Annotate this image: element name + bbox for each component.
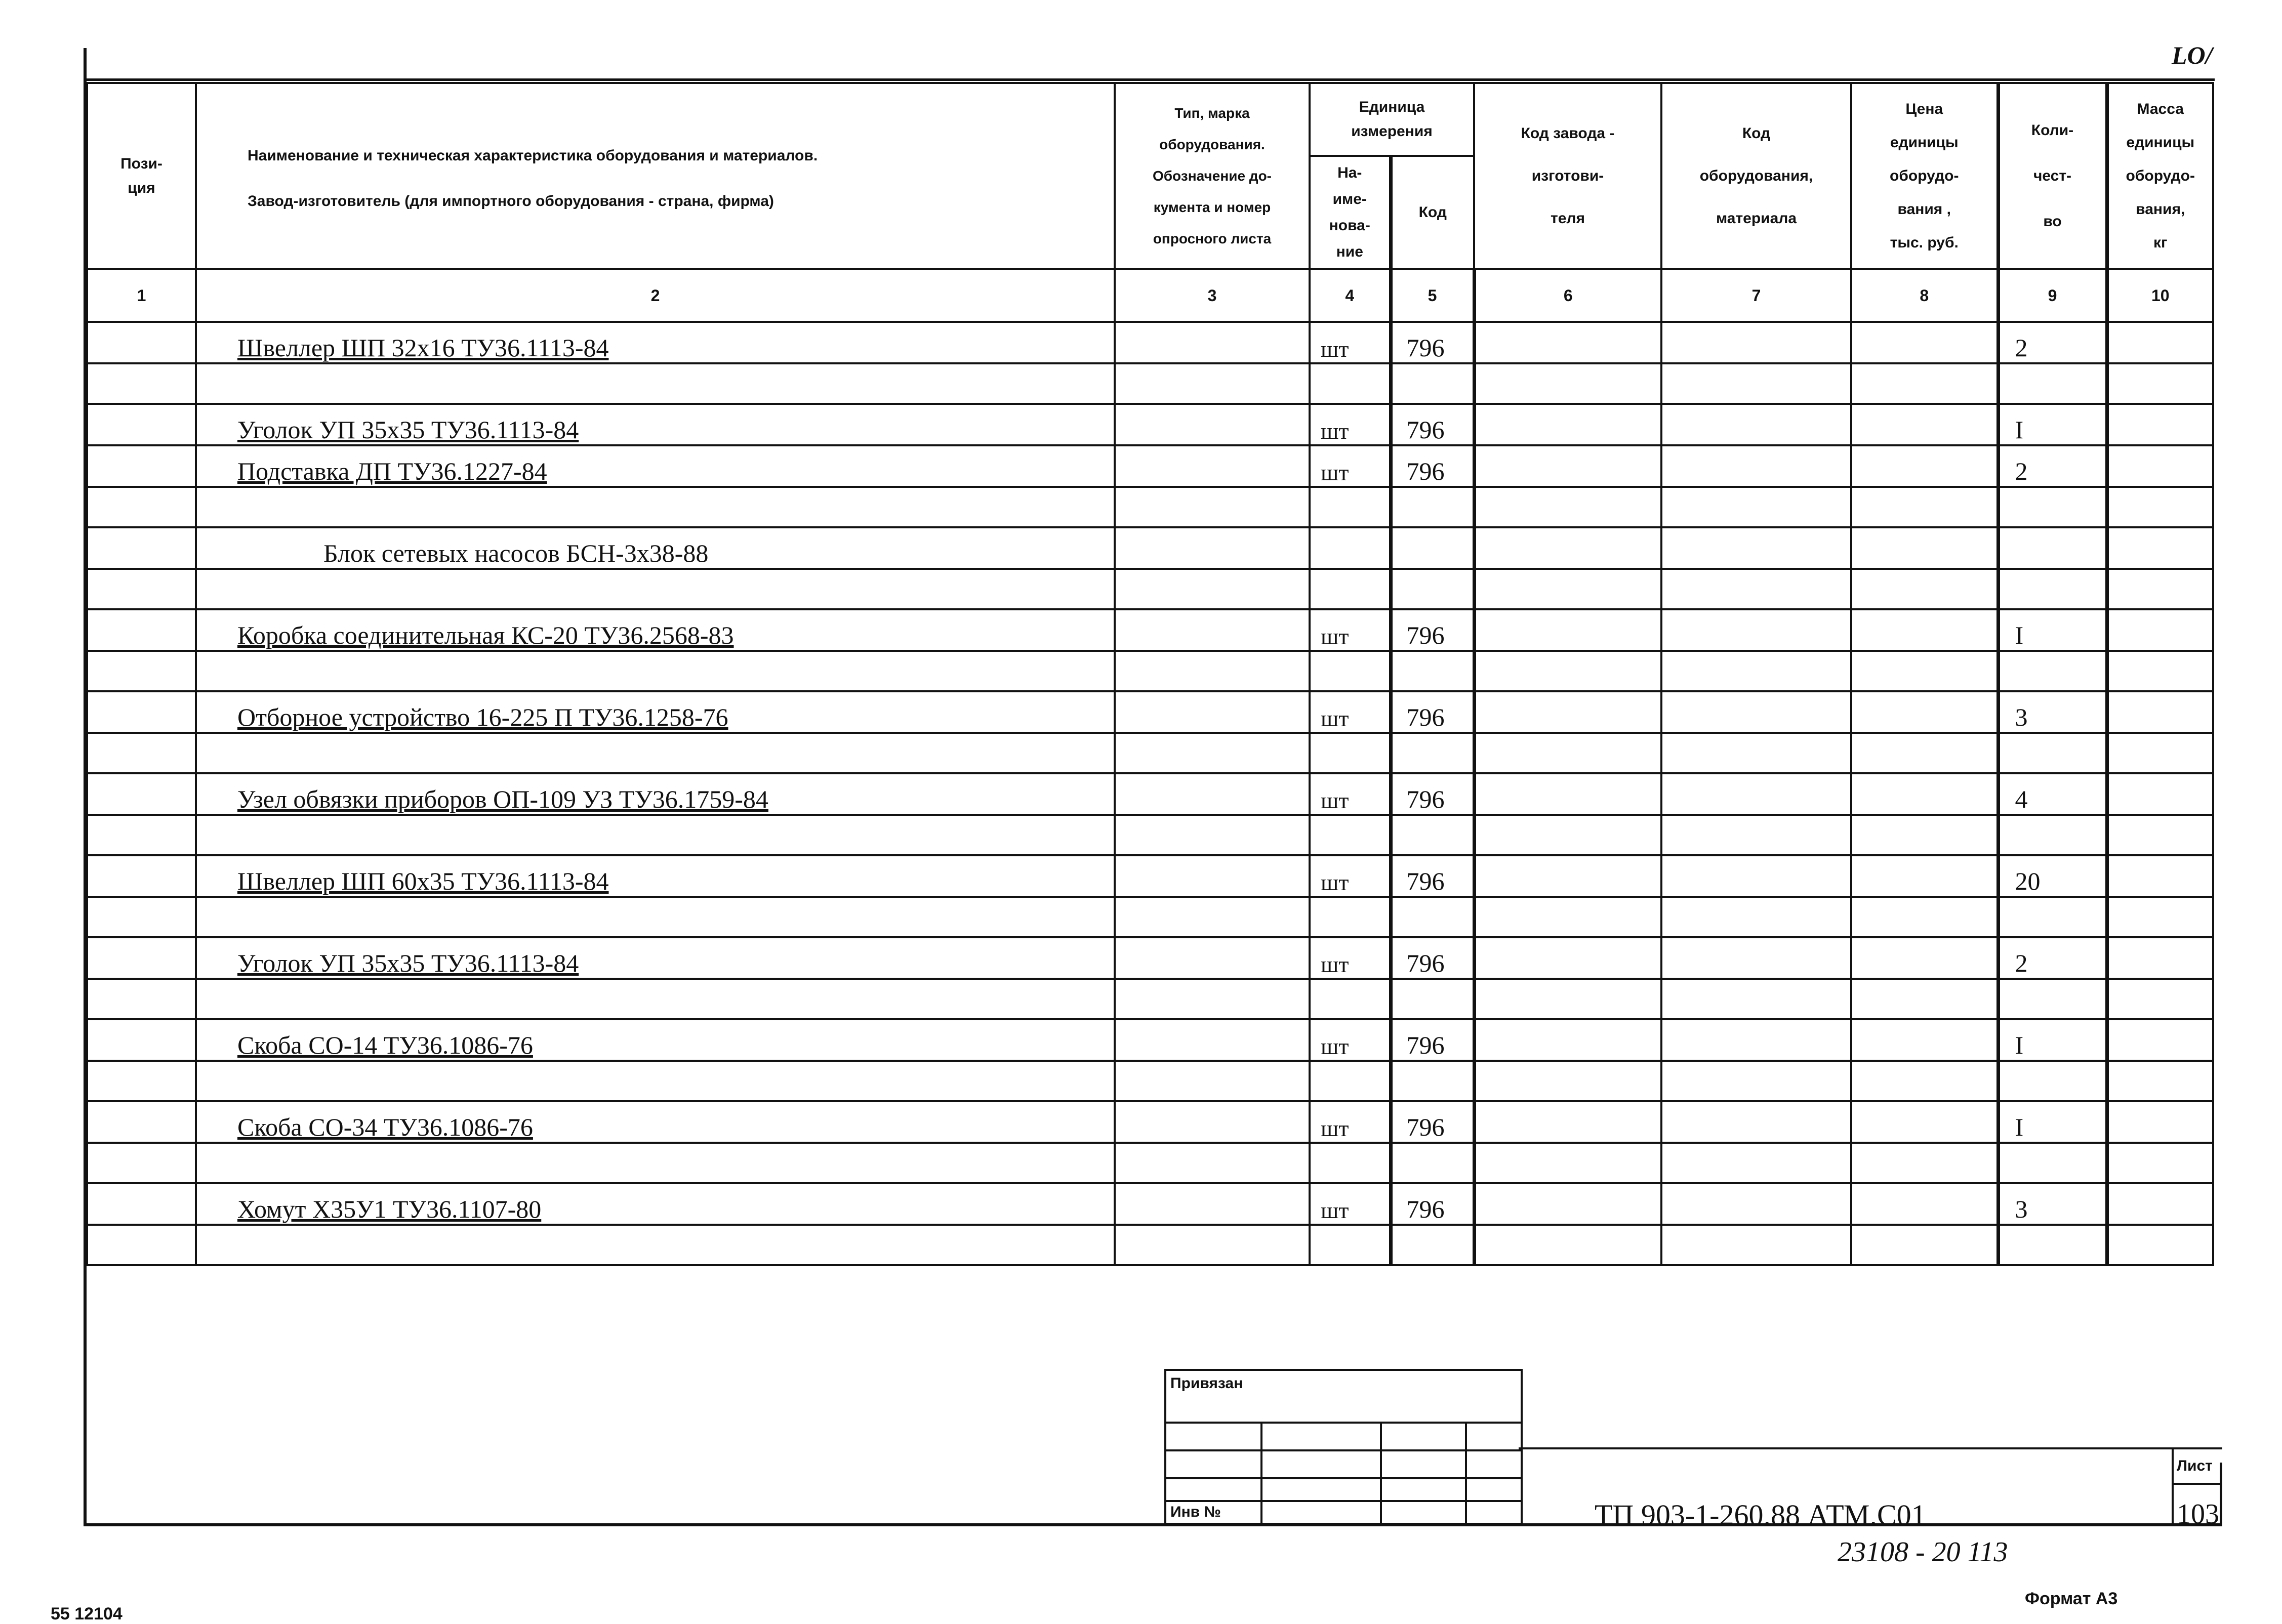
table-cell: [1474, 363, 1661, 404]
column-number: 3: [1115, 269, 1310, 322]
table-cell: [2107, 527, 2213, 569]
table-cell: [196, 897, 1115, 937]
table-cell: [1474, 1019, 1661, 1061]
table-cell: [196, 363, 1115, 404]
table-cell: [2107, 855, 2213, 897]
table-cell: [1115, 487, 1310, 527]
table-cell: [1851, 609, 1998, 651]
spacer-row: [87, 569, 2213, 609]
item-quantity: 2: [1998, 322, 2107, 363]
inv-label: Инв №: [1170, 1504, 1221, 1520]
item-unit-code: [1391, 527, 1474, 569]
table-cell: [1310, 979, 1391, 1019]
column-number: 5: [1391, 269, 1474, 322]
table-cell: [2107, 691, 2213, 733]
item-quantity: 3: [1998, 691, 2107, 733]
item-unit: шт: [1310, 1019, 1391, 1061]
item-name: Скоба СО-14 ТУ36.1086-76: [196, 1019, 1115, 1061]
table-cell: [1851, 487, 1998, 527]
table-cell: [87, 1101, 196, 1143]
table-cell: [1474, 897, 1661, 937]
table-cell: [2107, 363, 2213, 404]
table-cell: [1474, 815, 1661, 855]
item-name: Скоба СО-34 ТУ36.1086-76: [196, 1101, 1115, 1143]
table-cell: [1391, 733, 1474, 773]
spacer-row: [87, 1143, 2213, 1183]
table-cell: [1310, 569, 1391, 609]
table-cell: [2107, 815, 2213, 855]
sheet-box-mid: [2172, 1483, 2222, 1485]
table-cell: [1661, 1143, 1851, 1183]
item-unit: шт: [1310, 855, 1391, 897]
table-cell: [2107, 1143, 2213, 1183]
sheet-label: Лист: [2177, 1458, 2213, 1474]
header-name: Наименование и техническая характеристика оборудования и материалов. Завод-изготовитель (для импортного оборудования - страна, фирма): [196, 83, 1115, 269]
stamp-col-line: [1465, 1422, 1467, 1523]
table-cell: [1661, 937, 1851, 979]
table-cell: [87, 815, 196, 855]
table-cell: [1851, 527, 1998, 569]
table-cell: [1310, 487, 1391, 527]
item-name: Узел обвязки приборов ОП-109 УЗ ТУ36.1759-84: [196, 773, 1115, 815]
table-cell: [1851, 937, 1998, 979]
table-cell: [87, 733, 196, 773]
table-cell: [1661, 691, 1851, 733]
table-cell: [1474, 445, 1661, 487]
table-cell: [1851, 979, 1998, 1019]
table-cell: [2107, 1101, 2213, 1143]
frame-top: [84, 78, 2215, 81]
table-cell: [1391, 897, 1474, 937]
header-price: Цена единицы оборудо- вания , тыс. руб.: [1851, 83, 1998, 269]
table-cell: [196, 733, 1115, 773]
table-cell: [87, 1183, 196, 1225]
item-quantity: 20: [1998, 855, 2107, 897]
stamp-row-line: [1166, 1422, 1521, 1424]
spacer-row: [87, 363, 2213, 404]
table-cell: [1391, 569, 1474, 609]
table-cell: [87, 363, 196, 404]
table-row: [87, 322, 2213, 363]
format-label: Формат А3: [2025, 1589, 2118, 1608]
table-cell: [1391, 815, 1474, 855]
table-cell: [1115, 691, 1310, 733]
table-cell: [1851, 1183, 1998, 1225]
table-cell: [1851, 569, 1998, 609]
item-unit-code: 796: [1391, 445, 1474, 487]
table-cell: [1851, 651, 1998, 691]
item-unit-code: 796: [1391, 1183, 1474, 1225]
table-cell: [1115, 651, 1310, 691]
table-cell: [196, 1061, 1115, 1101]
item-name: Хомут Х35У1 ТУ36.1107-80: [196, 1183, 1115, 1225]
item-unit-code: 796: [1391, 691, 1474, 733]
table-cell: [1851, 897, 1998, 937]
table-row: [87, 855, 2213, 897]
table-cell: [1474, 1101, 1661, 1143]
stamp-col-line: [1260, 1422, 1262, 1523]
table-cell: [1851, 1019, 1998, 1061]
table-cell: [2107, 773, 2213, 815]
table-cell: [1474, 609, 1661, 651]
spacer-row: [87, 815, 2213, 855]
table-cell: [1661, 487, 1851, 527]
table-cell: [1851, 1061, 1998, 1101]
item-quantity: I: [1998, 1019, 2107, 1061]
item-unit-code: 796: [1391, 322, 1474, 363]
table-cell: [1391, 1143, 1474, 1183]
table-cell: [2107, 733, 2213, 773]
table-cell: [1851, 404, 1998, 445]
item-unit: шт: [1310, 937, 1391, 979]
table-cell: [1115, 1101, 1310, 1143]
table-cell: [1115, 569, 1310, 609]
title-block-line: [1519, 1447, 2222, 1449]
table-row: [87, 773, 2213, 815]
item-name: Подставка ДП ТУ36.1227-84: [196, 445, 1115, 487]
table-cell: [2107, 1061, 2213, 1101]
table-cell: [87, 897, 196, 937]
column-number-row: [87, 269, 2213, 322]
table-cell: [196, 651, 1115, 691]
table-cell: [87, 1225, 196, 1265]
table-cell: [2107, 322, 2213, 363]
item-unit: шт: [1310, 322, 1391, 363]
table-cell: [87, 855, 196, 897]
table-cell: [1474, 773, 1661, 815]
table-cell: [1115, 609, 1310, 651]
table-row: [87, 691, 2213, 733]
table-cell: [1661, 569, 1851, 609]
header-position: Пози- ция: [87, 83, 196, 269]
item-unit-code: 796: [1391, 1019, 1474, 1061]
table-cell: [1998, 897, 2107, 937]
table-cell: [1998, 815, 2107, 855]
item-name: Отборное устройство 16-225 П ТУ36.1258-76: [196, 691, 1115, 733]
table-cell: [1115, 1019, 1310, 1061]
table-cell: [1474, 1143, 1661, 1183]
table-cell: [1391, 651, 1474, 691]
table-cell: [1851, 363, 1998, 404]
table-cell: [87, 527, 196, 569]
table-cell: [1998, 1225, 2107, 1265]
item-unit: шт: [1310, 445, 1391, 487]
header-type: Тип, марка оборудования. Обозначение до- кумента и номер опросного листа: [1115, 83, 1310, 269]
table-cell: [1474, 487, 1661, 527]
header-quantity: Коли- чест- во: [1998, 83, 2107, 269]
table-cell: [1310, 1061, 1391, 1101]
table-cell: [1115, 979, 1310, 1019]
table-cell: [1661, 404, 1851, 445]
sheet-box-left: [2172, 1447, 2174, 1526]
table-cell: [1391, 1061, 1474, 1101]
table-cell: [1115, 404, 1310, 445]
table-cell: [1661, 855, 1851, 897]
item-quantity: I: [1998, 404, 2107, 445]
table-cell: [1661, 773, 1851, 815]
table-cell: [1474, 937, 1661, 979]
table-cell: [87, 322, 196, 363]
inventory-number: 23108 - 20 113: [1838, 1536, 2008, 1568]
table-cell: [1115, 363, 1310, 404]
header-unit-name: На- име- нова- ние: [1310, 156, 1391, 269]
table-cell: [196, 815, 1115, 855]
table-cell: [1661, 897, 1851, 937]
item-unit: шт: [1310, 404, 1391, 445]
table-cell: [1998, 1061, 2107, 1101]
table-cell: [2107, 609, 2213, 651]
stamp-row-line: [1166, 1449, 1521, 1451]
table-cell: [1474, 1225, 1661, 1265]
item-unit: шт: [1310, 1101, 1391, 1143]
table-cell: [2107, 979, 2213, 1019]
table-cell: [1851, 691, 1998, 733]
item-quantity: 2: [1998, 445, 2107, 487]
table-cell: [1474, 979, 1661, 1019]
linked-label: Привязан: [1170, 1375, 1243, 1392]
item-quantity: [1998, 527, 2107, 569]
table-cell: [1661, 363, 1851, 404]
table-row: [87, 1101, 2213, 1143]
table-cell: [2107, 1019, 2213, 1061]
table-cell: [1661, 445, 1851, 487]
table-cell: [1661, 1101, 1851, 1143]
item-unit-code: 796: [1391, 855, 1474, 897]
table-cell: [2107, 651, 2213, 691]
table-cell: [1474, 691, 1661, 733]
table-cell: [1661, 815, 1851, 855]
table-cell: [1661, 322, 1851, 363]
document-code: ТП 903-1-260.88 АТМ.С01: [1595, 1498, 1926, 1531]
table-cell: [196, 1225, 1115, 1265]
spacer-row: [87, 651, 2213, 691]
item-name: Блок сетевых насосов БСН-3х38-88: [196, 527, 1115, 569]
table-cell: [1998, 363, 2107, 404]
column-number: 10: [2107, 269, 2213, 322]
table-cell: [1115, 815, 1310, 855]
table-cell: [1115, 527, 1310, 569]
table-cell: [1474, 527, 1661, 569]
item-unit: шт: [1310, 1183, 1391, 1225]
table-cell: [2107, 404, 2213, 445]
table-row: [87, 1183, 2213, 1225]
table-cell: [1391, 487, 1474, 527]
table-cell: [1851, 773, 1998, 815]
item-unit-code: 796: [1391, 1101, 1474, 1143]
table-cell: [1661, 609, 1851, 651]
specification-table: [86, 82, 2214, 1266]
table-cell: [1851, 1143, 1998, 1183]
table-cell: [87, 404, 196, 445]
table-cell: [1998, 569, 2107, 609]
header-unit-group: Единица измерения: [1310, 83, 1474, 156]
spacer-row: [87, 487, 2213, 527]
table-cell: [1998, 733, 2107, 773]
column-number: 2: [196, 269, 1115, 322]
spacer-row: [87, 897, 2213, 937]
item-name: Уголок УП 35х35 ТУ36.1113-84: [196, 404, 1115, 445]
table-row: [87, 404, 2213, 445]
table-cell: [196, 569, 1115, 609]
table-cell: [1474, 1061, 1661, 1101]
header-unit-code: Код: [1391, 156, 1474, 269]
table-cell: [1474, 855, 1661, 897]
table-cell: [1115, 1183, 1310, 1225]
item-name: Швеллер ШП 32х16 ТУ36.1113-84: [196, 322, 1115, 363]
table-cell: [87, 773, 196, 815]
table-cell: [2107, 1183, 2213, 1225]
table-cell: [1474, 733, 1661, 773]
item-quantity: I: [1998, 1101, 2107, 1143]
header-mass: Масса единицы оборудо- вания, кг: [2107, 83, 2213, 269]
table-cell: [1474, 1183, 1661, 1225]
item-quantity: 2: [1998, 937, 2107, 979]
table-cell: [1310, 897, 1391, 937]
sheet-number: 103: [2177, 1498, 2219, 1530]
stamp-col-line: [1380, 1422, 1382, 1523]
spacer-row: [87, 979, 2213, 1019]
table-cell: [87, 979, 196, 1019]
table-cell: [1661, 1061, 1851, 1101]
table-cell: [1115, 1225, 1310, 1265]
stamp-row-line: [1166, 1500, 1521, 1502]
item-unit: шт: [1310, 691, 1391, 733]
table-cell: [87, 1061, 196, 1101]
table-cell: [1310, 1225, 1391, 1265]
table-row: [87, 527, 2213, 569]
table-cell: [1474, 404, 1661, 445]
table-cell: [1115, 773, 1310, 815]
item-name: Швеллер ШП 60х35 ТУ36.1113-84: [196, 855, 1115, 897]
item-unit-code: 796: [1391, 773, 1474, 815]
table-cell: [1391, 1225, 1474, 1265]
header-plant-code: Код завода - изготови- теля: [1474, 83, 1661, 269]
item-quantity: 4: [1998, 773, 2107, 815]
table-cell: [1998, 651, 2107, 691]
table-cell: [2107, 897, 2213, 937]
column-number: 1: [87, 269, 196, 322]
item-unit: [1310, 527, 1391, 569]
table-cell: [2107, 1225, 2213, 1265]
linked-stamp-box: [1164, 1369, 1523, 1525]
table-cell: [1310, 363, 1391, 404]
item-unit-code: 796: [1391, 404, 1474, 445]
item-unit-code: 796: [1391, 609, 1474, 651]
table-cell: [87, 569, 196, 609]
table-cell: [1115, 733, 1310, 773]
table-cell: [87, 937, 196, 979]
table-cell: [1115, 897, 1310, 937]
table-cell: [87, 691, 196, 733]
table-cell: [1661, 1019, 1851, 1061]
table-cell: [2107, 937, 2213, 979]
table-cell: [1474, 322, 1661, 363]
table-row: [87, 1019, 2213, 1061]
corner-mark: LO/: [2172, 41, 2213, 69]
item-unit: шт: [1310, 609, 1391, 651]
table-cell: [1310, 733, 1391, 773]
frame-right: [2220, 1463, 2222, 1526]
table-cell: [196, 487, 1115, 527]
table-cell: [1661, 651, 1851, 691]
table-cell: [1115, 855, 1310, 897]
table-cell: [1851, 322, 1998, 363]
table-cell: [2107, 569, 2213, 609]
column-number: 4: [1310, 269, 1391, 322]
table-cell: [1391, 979, 1474, 1019]
table-row: [87, 445, 2213, 487]
table-cell: [1851, 1225, 1998, 1265]
table-cell: [87, 651, 196, 691]
table-cell: [2107, 487, 2213, 527]
table-cell: [87, 1143, 196, 1183]
table-cell: [87, 1019, 196, 1061]
table-cell: [1851, 445, 1998, 487]
table-cell: [1851, 733, 1998, 773]
table-cell: [1998, 979, 2107, 1019]
table-cell: [1661, 979, 1851, 1019]
item-unit: шт: [1310, 773, 1391, 815]
table-cell: [1115, 1143, 1310, 1183]
table-cell: [1391, 363, 1474, 404]
item-name: Коробка соединительная КС-20 ТУ36.2568-83: [196, 609, 1115, 651]
table-cell: [196, 979, 1115, 1019]
table-cell: [1310, 651, 1391, 691]
spacer-row: [87, 1061, 2213, 1101]
table-cell: [196, 1143, 1115, 1183]
table-cell: [1474, 569, 1661, 609]
column-number: 9: [1998, 269, 2107, 322]
column-number: 7: [1661, 269, 1851, 322]
table-cell: [1115, 1061, 1310, 1101]
table-row: [87, 609, 2213, 651]
table-cell: [1998, 487, 2107, 527]
table-cell: [87, 487, 196, 527]
table-cell: [1474, 651, 1661, 691]
table-cell: [1661, 733, 1851, 773]
stamp-row-line: [1166, 1477, 1521, 1479]
table-cell: [1115, 445, 1310, 487]
table-cell: [1115, 937, 1310, 979]
table-cell: [1661, 527, 1851, 569]
table-cell: [2107, 445, 2213, 487]
spacer-row: [87, 733, 2213, 773]
header-equipment-code: Код оборудования, материала: [1661, 83, 1851, 269]
table-cell: [1661, 1183, 1851, 1225]
table-cell: [1851, 815, 1998, 855]
table-row: [87, 937, 2213, 979]
table-cell: [87, 445, 196, 487]
table-cell: [1310, 815, 1391, 855]
table-cell: [1310, 1143, 1391, 1183]
item-quantity: 3: [1998, 1183, 2107, 1225]
table-cell: [1851, 855, 1998, 897]
item-unit-code: 796: [1391, 937, 1474, 979]
table-cell: [1851, 1101, 1998, 1143]
table-cell: [1998, 1143, 2107, 1183]
table-cell: [1115, 322, 1310, 363]
table-cell: [87, 609, 196, 651]
spacer-row: [87, 1225, 2213, 1265]
column-number: 6: [1474, 269, 1661, 322]
item-name: Уголок УП 35х35 ТУ36.1113-84: [196, 937, 1115, 979]
column-number: 8: [1851, 269, 1998, 322]
print-code: 55 12104: [51, 1604, 123, 1623]
item-quantity: I: [1998, 609, 2107, 651]
table-cell: [1661, 1225, 1851, 1265]
